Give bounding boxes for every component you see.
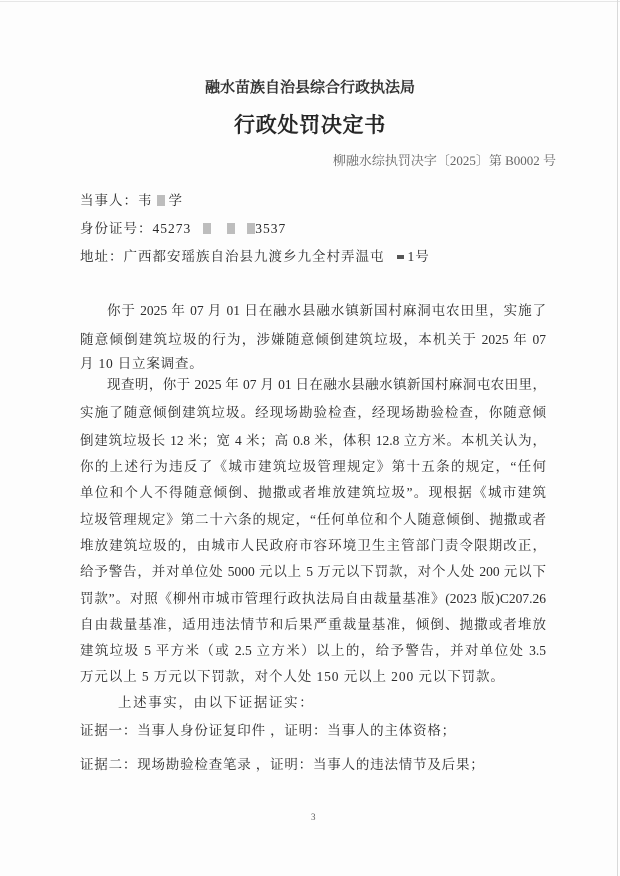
party-name-prefix: 韦 xyxy=(138,193,153,208)
evidence-item: 证据一：当事人身份证复印件 ，证明：当事人的主体资格； xyxy=(80,723,456,738)
paragraph2-line: 给予警告，并对单位处 5000 元以上 5 万元以下罚款，对个人处 200 元以下 xyxy=(80,564,546,579)
document-number: 柳融水综执罚决字〔2025〕第 B0002 号 xyxy=(332,153,556,168)
paragraph2-line: 你的上述行为违反了《城市建筑垃圾管理规定》第十五条的规定，“任何 xyxy=(80,459,546,474)
paragraph2-line: 万元以上 5 万元以下罚款，对个人处 150 元以上 200 元以下罚款。 xyxy=(80,669,505,684)
paragraph2-line: 自由裁量基准，适用违法情节和后果严重裁量基准，倾倒、抛撒或者堆放 xyxy=(80,617,546,632)
party-address-prefix: 广西都安瑶族自治县九渡乡九全村弄温屯 xyxy=(123,249,385,264)
paragraph2-line: 堆放建筑垃圾的，由城市人民政府市容环境卫生主管部门责令限期改正， xyxy=(80,538,546,553)
redaction-block xyxy=(397,255,404,259)
party-address-label: 地址： xyxy=(80,249,124,264)
paragraph1-line: 随意倾倒建筑垃圾的行为，涉嫌随意倾倒建筑垃圾，本机关于 2025 年 07 xyxy=(80,332,546,347)
party-id-prefix: 45273 xyxy=(152,221,192,236)
evidence-item: 证据二：现场勘验检查笔录 ，证明：当事人的违法情节及后果； xyxy=(80,757,485,772)
party-id-suffix: 3537 xyxy=(255,221,287,236)
paragraph2-line: 建筑垃圾 5 平方米（或 2.5 立方米）以上的，给予警告，并对单位处 3.5 xyxy=(80,643,546,658)
party-name-suffix: 学 xyxy=(168,193,183,208)
party-id-label: 身份证号： xyxy=(80,221,153,236)
evidence-intro: 上述事实，由以下证据证实： xyxy=(118,695,315,710)
scan-edge-top xyxy=(0,1,620,2)
party-address-suffix: 1号 xyxy=(407,249,430,264)
party-address-line xyxy=(80,248,560,266)
paragraph2-line: 垃圾管理规定》第二十六条的规定，“任何单位和个人随意倾倒、抛撒或者 xyxy=(80,512,546,527)
redaction-block xyxy=(203,223,211,234)
paragraph2-line: 实施了随意倾倒建筑垃圾。经现场勘验检查，经现场勘验检查，你随意倾 xyxy=(80,405,546,420)
redaction-block xyxy=(157,195,165,206)
document-title: 行政处罚决定书 xyxy=(234,113,386,137)
paragraph2-line: 单位和个人不得随意倾倒、抛撒或者堆放建筑垃圾”。现根据《城市建筑 xyxy=(80,485,546,500)
party-name-label: 当事人： xyxy=(80,193,138,208)
redaction-block xyxy=(227,223,235,234)
paragraph2-line: 罚款”。对照《柳州市城市管理行政执法局自由裁量基准》(2023 版)C207.26 xyxy=(80,591,546,606)
agency-name: 融水苗族自治县综合行政执法局 xyxy=(204,80,415,96)
party-id-line xyxy=(80,220,560,238)
paragraph1-line: 月 10 日立案调查。 xyxy=(80,356,204,371)
party-name-line xyxy=(80,192,560,210)
page-number: 3 xyxy=(311,812,316,822)
paragraph2-line: 倒建筑垃圾长 12 米；宽 4 米；高 0.8 米，体积 12.8 立方米。本机关认为， xyxy=(80,433,546,448)
paragraph2-line: 现查明，你于 2025 年 07 月 01 日在融水县融水镇新国村麻洞屯农田里， xyxy=(107,377,546,392)
paragraph1-line: 你于 2025 年 07 月 01 日在融水县融水镇新国村麻洞屯农田里，实施了 xyxy=(107,303,546,318)
